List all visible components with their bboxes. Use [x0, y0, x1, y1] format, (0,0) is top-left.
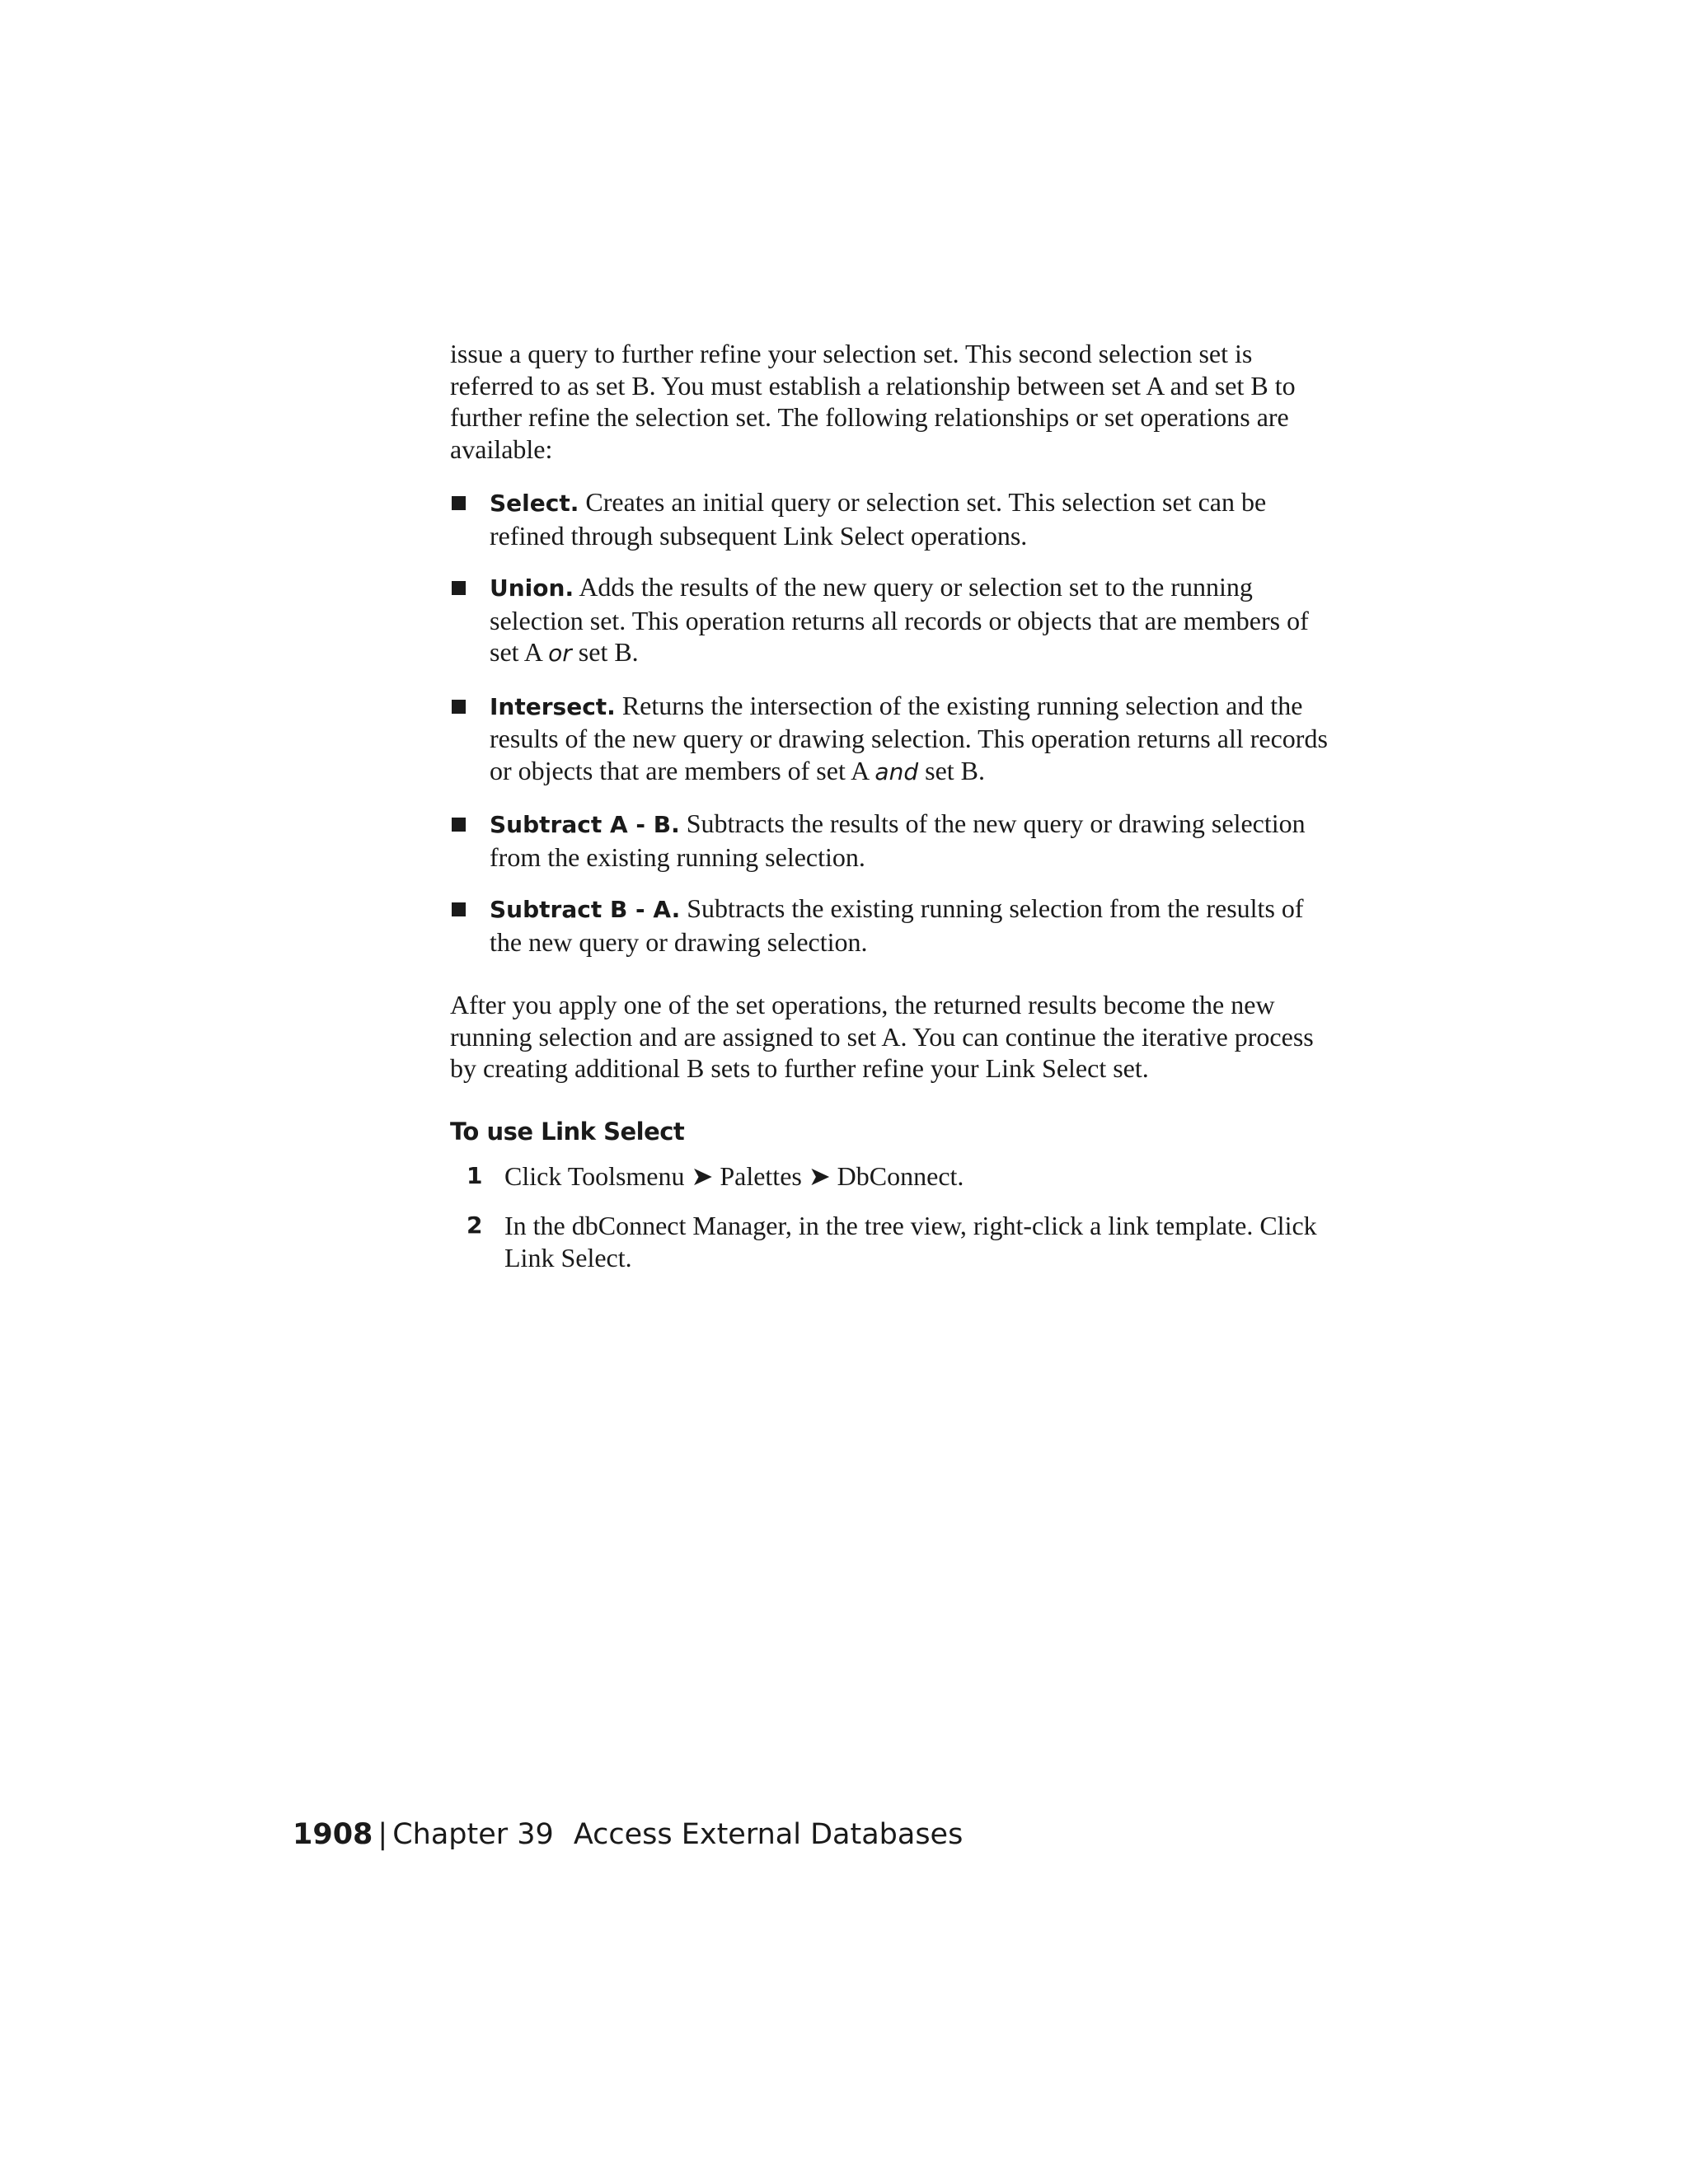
chapter-title: Access External Databases	[573, 1818, 964, 1851]
list-item-select	[450, 486, 1332, 551]
term-label: Intersect.	[490, 692, 616, 720]
list-item-intersect	[450, 690, 1332, 789]
emphasis-text: and	[874, 757, 919, 785]
procedure-heading: To use Link Select	[450, 1117, 685, 1146]
term-description-end: set B.	[571, 637, 639, 667]
square-bullet-icon	[452, 581, 466, 595]
page-body	[450, 338, 1332, 1291]
step-item	[450, 1160, 1332, 1193]
page-footer	[293, 1818, 963, 1851]
term-label: Subtract A - B.	[490, 811, 680, 838]
step-text: Click Toolsmenu ➤ Palettes ➤ DbConnect.	[504, 1160, 964, 1191]
term-label: Union.	[490, 574, 574, 602]
square-bullet-icon	[452, 700, 466, 714]
term-label: Subtract B - A.	[490, 896, 681, 923]
emphasis-text: or	[548, 640, 572, 667]
term-description: Returns the intersection of the existing running selection and the results of the new query or drawing selection. This operation returns all records or objects that are members of set A	[490, 690, 1328, 785]
step-number: 2	[467, 1212, 483, 1239]
term-label: Select.	[490, 490, 579, 517]
set-operations-list	[450, 486, 1332, 958]
term-description: Creates an initial query or selection set. This selection set can be refined through subsequent Link Select operations.	[490, 487, 1267, 551]
term-description-end: set B.	[918, 755, 985, 785]
step-number: 1	[467, 1161, 483, 1189]
after-paragraph: After you apply one of the set operations, the returned results become the new running selection and are assigned to set A. You can continue the iterative process by creating additional B sets to further refine your Link Select set.	[450, 990, 1314, 1083]
list-item-union	[450, 571, 1332, 670]
square-bullet-icon	[452, 902, 466, 916]
list-item-subtract-b-a	[450, 893, 1332, 958]
procedure-steps	[450, 1160, 1332, 1274]
square-bullet-icon	[452, 496, 466, 510]
term-description: Adds the results of the new query or selection set to the running selection set. This operation returns all records or objects that are members of set A	[490, 572, 1309, 667]
page-number: 1908	[293, 1818, 373, 1851]
step-text: In the dbConnect Manager, in the tree view, right-click a link template. Click Link Select.	[504, 1211, 1317, 1272]
term-description: Subtracts the existing running selection from the results of the new query or drawing selection.	[490, 893, 1304, 957]
step-item	[450, 1210, 1332, 1273]
chapter-label: Chapter 39	[392, 1818, 554, 1851]
term-description: Subtracts the results of the new query or drawing selection from the existing running selection.	[490, 808, 1306, 872]
square-bullet-icon	[452, 818, 466, 832]
list-item-subtract-a-b	[450, 808, 1332, 873]
footer-separator: |	[377, 1818, 388, 1851]
intro-paragraph: issue a query to further refine your selection set. This second selection set is referred to as set B. You must establish a relationship between set A and set B to further refine the selection set. The following relationships or set operations are available:	[450, 339, 1296, 464]
